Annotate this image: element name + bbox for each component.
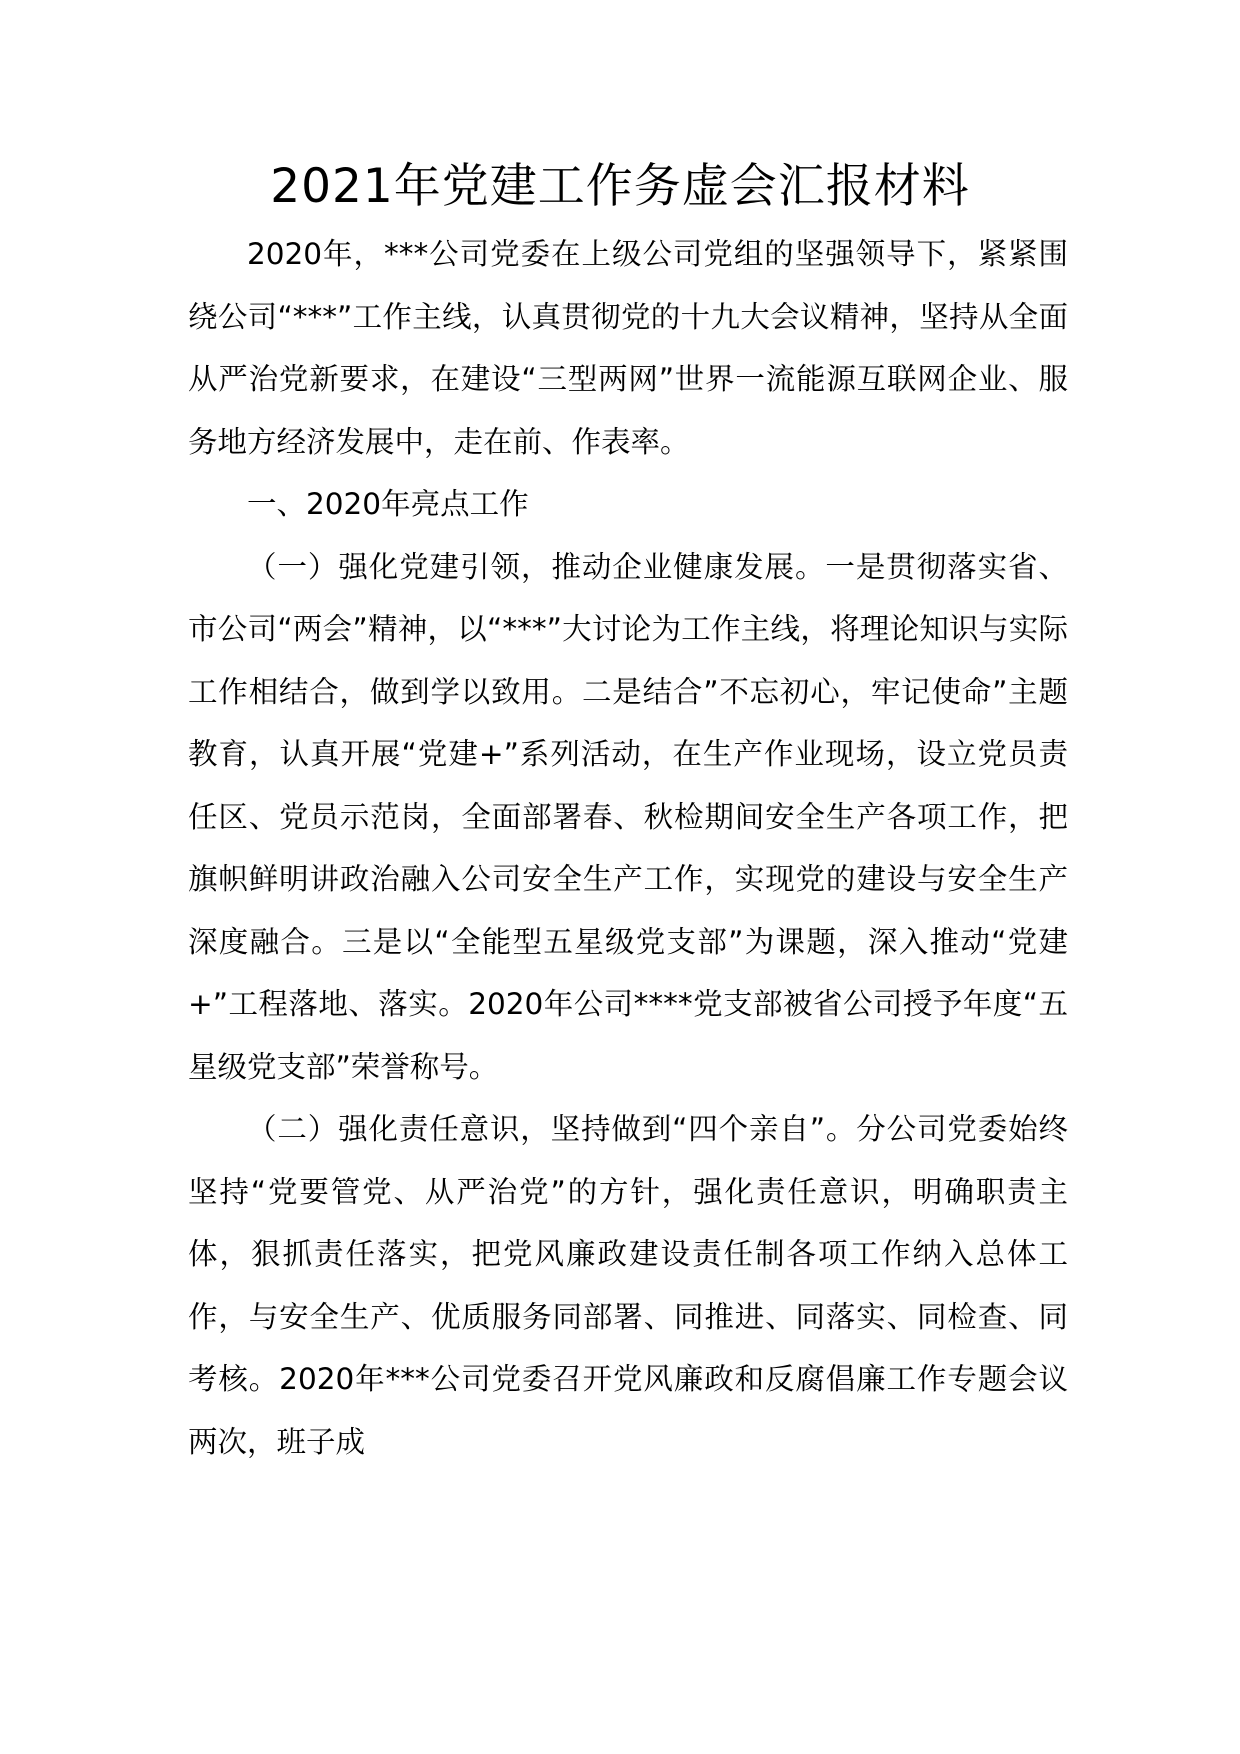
section-heading: 一、2020年亮点工作 [247,487,529,521]
highlight-paragraph-1: （一）强化党建引领，推动企业健康发展。一是贯彻落实省、市公司“两会”精神，以“***”大讨论为工作主线，将理论知识与实际工作相结合，做到学以致用。二是结合”不忘初心，牢记使命”主题教育，认真开展“党建+”系列活动，在生产作业现场，设立党员责任区、党员示范岗，全面部署春、秋检期间安全生产各项工作，把旗帜鲜明讲政治融入公司安全生产工作，实现党的建设与安全生产深度融合。三是以“全能型五星级党支部”为课题，深入推动“党建+”工程落地、落实。2020年公司****党支部被省公司授予年度“五星级党支部”荣誉称号。 [188,549,1068,1084]
document-body [188,223,1068,1473]
highlight-paragraph-2: （二）强化责任意识，坚持做到“四个亲自”。分公司党委始终坚持“党要管党、从严治党”的方针，强化责任意识，明确职责主体，狠抓责任落实，把党风廉政建设责任制各项工作纳入总体工作，与安全生产、优质服务同部署、同推进、同落实、同检查、同考核。2020年***公司党委召开党风廉政和反腐倡廉工作专题会议两次，班子成 [188,1112,1068,1459]
intro-paragraph: 2020年，***公司党委在上级公司党组的坚强领导下，紧紧围绕公司“***”工作主线，认真贯彻党的十九大会议精神，坚持从全面从严治党新要求，在建设“三型两网”世界一流能源互联网企业、服务地方经济发展中，走在前、作表率。 [188,237,1068,459]
document-title: 2021年党建工作务虚会汇报材料 [270,159,970,214]
